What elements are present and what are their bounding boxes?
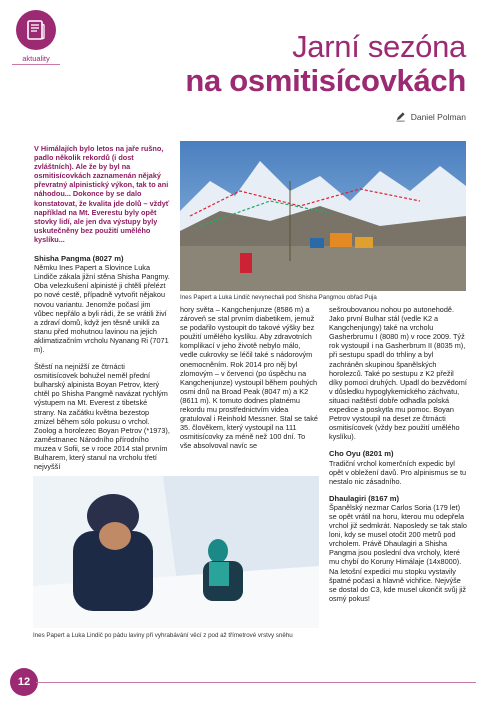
page-number: 12 xyxy=(10,668,38,696)
column-1 xyxy=(34,144,170,479)
paragraph: Němku Ines Papert a Slovince Luka Lindiče zákala jižní stěna Shisha Pangmy. Oba velezkušení alpinisté ji chtěli přelézt po nové cestě, případně vytvořit nějakou novou variantu. Jenomže počasí jim vůbec nepřálo a byli rádi, že se vrátili živí a zdraví domů, když jen těsně unikli za stanu před mohutnou lavinou na jejich aklimatizačním vrcholu Nyanang Ri (7071 m). xyxy=(34,263,170,354)
paragraph: sešroubovanou nohou po autonehodě. Jako první Bulhar stál (vedle K2 a Kangchenjungy) také na vrcholu Gasherbrumu I (8080 m) v roce 2009. Týž rok vystoupil i na Gasherbrum II (8035 m), při sestupu spadl do trhliny a byl zachráněn skupinou španělských horolezců. Také po sestupu z K2 přežil díky pomoci druhých. Upadl do bezvědomí v důsledku hypoglykemického záchvatu, situaci naštěstí dobře odhadla polská expedice a poskytla mu pomoc. Boyan Petrov vystoupil na deset ze čtrnácti osmitisícovek (vždy bez použití umělého kyslíku). xyxy=(329,305,467,442)
section-badge xyxy=(16,10,56,50)
article-title xyxy=(185,30,466,98)
heading-dhaulagiri: Dhaulagiri (8167 m) xyxy=(329,493,400,503)
book-icon xyxy=(24,18,48,42)
column-2 xyxy=(180,305,318,459)
paragraph: Španělský nezmar Carlos Soria (179 let) se opět vrátil na horu, kterou mu odepřela vrchol již sedmkrát. Naposledy se tak stalo loni, kdy se musel otočit 200 metrů pod vrcholem. Právě Dhaulagiri a Shisha Pangma jsou poslední dva vrcholy, které mu chybí do Koruny Himálaje (14x8000). Na letošní expedici mu stopku vystavily špatné počasí a hlavně vichřice. Nejvýše se dostal do C3, kde musel ukončit svůj již osmý pokus! xyxy=(329,502,467,603)
photo2-caption: Ines Papert a Luka Lindič po pádu laviny při vyhrabávání věcí z pod až třímetrové vrstvy sněhu xyxy=(33,632,293,639)
photo-avalanche-digging xyxy=(33,476,319,628)
author-name: Daniel Polman xyxy=(410,111,466,122)
paragraph: hory světa – Kangchenjunze (8586 m) a zároveň se stal prvním diabetikem, jemuž se podařilo vystoupit do takové výšky bez použití umělého kyslíku. Aby zdravotních komplikací v jeho životě nebylo málo, vedle cukrovky se léčil také s nádorovým onemocněním. Rok 2014 pro něj byl zlomovým – v červenci (po úspěchu na Kangchenjunze) vystoupil během pouhých osmi dnů na Broad Peak (8047 m) a K2 (8611 m). K tomuto dodnes platnému rekordu mu prostřednictvím videa gratuloval i Reinhold Messner. Stal se také 35. člověkem, který vystoupil na 111 osmitisícovky za méně než 100 dní. To vše absolvoval navíc se xyxy=(180,305,318,451)
author-byline xyxy=(395,111,466,122)
heading-cho-oyu: Cho Oyu (8201 m) xyxy=(329,449,394,459)
pen-icon xyxy=(395,111,406,122)
photo1-caption: Ines Papert a Luka Lindič nevynechali pod Shisha Pangmou obřad Puja xyxy=(180,294,377,301)
paragraph: Štěstí na nejnižší ze čtrnácti osmitisícovek bohužel neměl přední bulharský alpinista Boyan Petrov, který chtěl po Shisha Pangmě navázat rychlým výstupem na Mt. Everest z tibetské strany. Na začátku května bezestop zmizel během sólo pokusu o vrchol. Zoolog a horolezec Boyan Petrov (*1973), zaměstnanec Národního přírodního muzea v Sofii, se v roce 2014 stal prvním Bulharem, který stanul na vrcholu třetí nejvyšší xyxy=(34,362,170,472)
photo-puja-ceremony xyxy=(180,141,466,291)
intro-paragraph: V Himálajích bylo letos na jaře rušno, padlo několik rekordů (i dost zvláštních). Ale že by byl na osmitisícovkách zaznamenán nějaký převratný alpinistický výkon, tak to ani náhodou... Dokonce by se dalo konstatovat, že kvalita jde dolů – vždyť například na Mt. Everestu byly opět stovky lidí, ale jen dva výstupy byly uskutečněny bez použití umělého kyslíku... xyxy=(34,144,170,244)
paragraph: Tradiční vrchol komerčních expedic byl opět v obležení davů. Pro alpinismus se tu nestalo nic zásadního. xyxy=(329,458,467,486)
title-line-2: na osmitisícovkách xyxy=(185,63,466,98)
section-label: aktuality xyxy=(12,54,60,65)
page-rule xyxy=(36,682,476,683)
title-line-1: Jarní sezóna xyxy=(292,29,466,64)
column-3 xyxy=(329,305,467,611)
heading-shisha-pangma: Shisha Pangma (8027 m) xyxy=(34,254,124,264)
